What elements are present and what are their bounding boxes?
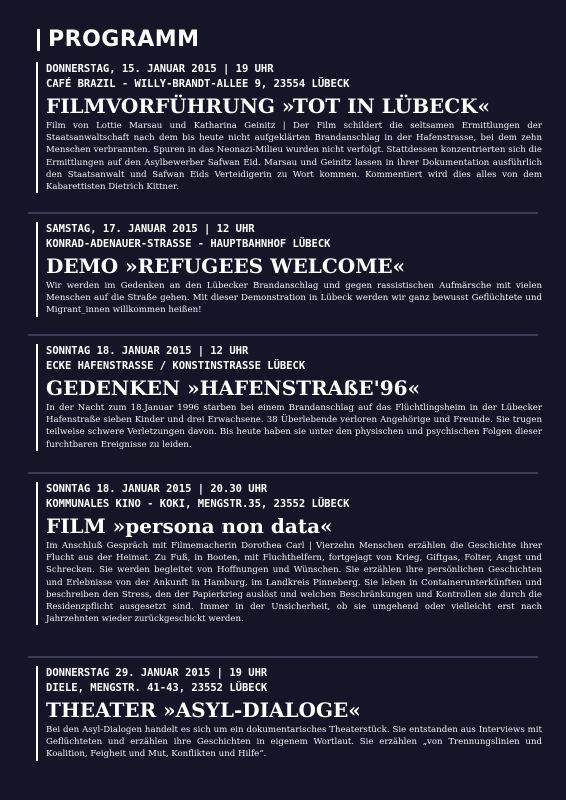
- event-description: Bei den Asyl-Dialogen handelt es sich um ein dokumentarisches Theaterstück. Sie entstanden aus Interviews mit Geflüchteten und erzählen ihre Geschichten in eigenem Wortlaut. Sie erzählen „von Trennungslinien und Koalition, Feigheit und Mut, Konflikten und Hilfe“.: [46, 725, 542, 760]
- event-description: Film von Lottie Marsau und Katharina Geinitz | Der Film schildert die seltsamen Ermittlungen der Staatsanwaltschaft nach dem bis heute nicht aufgeklärten Brandanschlag in der Hafenstrasse, bei dem zehn Menschen verbrannten. Spuren in das Neonazi-Milieu wurden nicht verfolgt. Stattdessen konzentrierten sich die Ermittlungen auf den Asylbewerber Safwan Eid. Marsau und Geinitz lassen in ihrer Dokumentation ausführlich den Staatsanwalt und Safwan Eids Verteidigerin zu Wort kommen. Kommentiert wird dies alles von dem Kabarettisten Dietrich Kittner.: [46, 121, 542, 193]
- event-4: [36, 482, 542, 625]
- event-5: [36, 666, 542, 761]
- event-description: Wir werden im Gedenken an den Lübecker Brandanschlag und gegen rassistischen Aufmärsche mit vielen Menschen auf die Straße gehen. Mit dieser Demonstration in Lübeck werden wir ganz bewusst Geflüchtete und Migrant_innen willkommen heißen!: [46, 281, 542, 316]
- event-headline: DEMO »REFUGEES WELCOME«: [46, 254, 406, 278]
- divider: [28, 656, 538, 658]
- event-location: ECKE HAFENSTRASSE / KONSTINSTRASSE LÜBECK: [46, 360, 306, 372]
- program-heading: PROGRAMM: [48, 27, 200, 52]
- event-date: DONNERSTAG 29. JANUAR 2015 | 19 UHR: [46, 667, 268, 679]
- event-date: SAMSTAG, 17. JANUAR 2015 | 12 UHR: [46, 223, 255, 235]
- event-date: SONNTAG 18. JANUAR 2015 | 20.30 UHR: [46, 483, 268, 495]
- event-location: DIELE, MENGSTR. 41-43, 23552 LÜBECK: [46, 682, 268, 694]
- event-location: KONRAD-ADENAUER-STRASSE - HAUPTBAHNHOF LÜBECK: [46, 238, 331, 250]
- event-description: Im Anschluß Gespräch mit Filmemacherin Dorothea Carl | Vierzehn Menschen erzählen die Geschichte ihrer Flucht aus der Heimat. Zu Fuß, in Booten, mit Fluchthelfern, fortgejagt von Krieg, Giftgas, Folter, Angst und Schrecken. Sie werden begleitet von Hoffnungen und Wünschen. Sie erzählen ihre persönlichen Geschichten und Erlebnisse von der Ankunft in Hamburg, im Landkreis Pinneberg. Sie leben in Containerunterkünften und beschreiben den Stress, den der Papierkrieg auslöst und welchen Beschränkungen und Kontrollen sie durch die Residenzpflicht ausgesetzt sind. Immer in der Unsicherheit, ob sie umgehend oder vielleicht erst nach Jahrzehnten wieder zurückgeschickt werden.: [46, 541, 542, 625]
- program-title: [37, 28, 200, 52]
- event-headline: FILMVORFÜHRUNG »TOT IN LÜBECK«: [46, 94, 491, 118]
- event-date: SONNTAG 18. JANUAR 2015 | 12 UHR: [46, 345, 249, 357]
- divider: [28, 334, 538, 336]
- divider: [28, 472, 538, 474]
- event-headline: FILM »persona non data«: [46, 514, 333, 538]
- event-1: [36, 62, 542, 193]
- event-3: [36, 344, 542, 451]
- event-headline: GEDENKEN »HAFENSTRAßE'96«: [46, 376, 421, 400]
- event-location: KOMMUNALES KINO - KOKI, MENGSTR.35, 23552 LÜBECK: [46, 498, 350, 510]
- event-headline: THEATER »ASYL-DIALOGE«: [46, 698, 361, 722]
- event-date: DONNERSTAG, 15. JANUAR 2015 | 19 UHR: [46, 63, 274, 75]
- event-description: In der Nacht zum 18.Januar 1996 starben bei einem Brandanschlag auf das Flüchtlingsheim in der Lübecker Hafenstraße sieben Kinder und drei Erwachsene. 38 Überlebende verloren Angehörige und Freunde. Sie trugen teilweise schwere Verletzungen davon. Bis heute haben sie unter den physischen und psychischen Folgen dieser furchtbaren Ereignisse zu leiden.: [46, 403, 542, 450]
- event-location: CAFÉ BRAZIL - WILLY-BRANDT-ALLEE 9, 23554 LÜBECK: [46, 78, 350, 90]
- divider: [28, 212, 538, 214]
- event-2: [36, 222, 542, 317]
- title-bar: [37, 29, 40, 51]
